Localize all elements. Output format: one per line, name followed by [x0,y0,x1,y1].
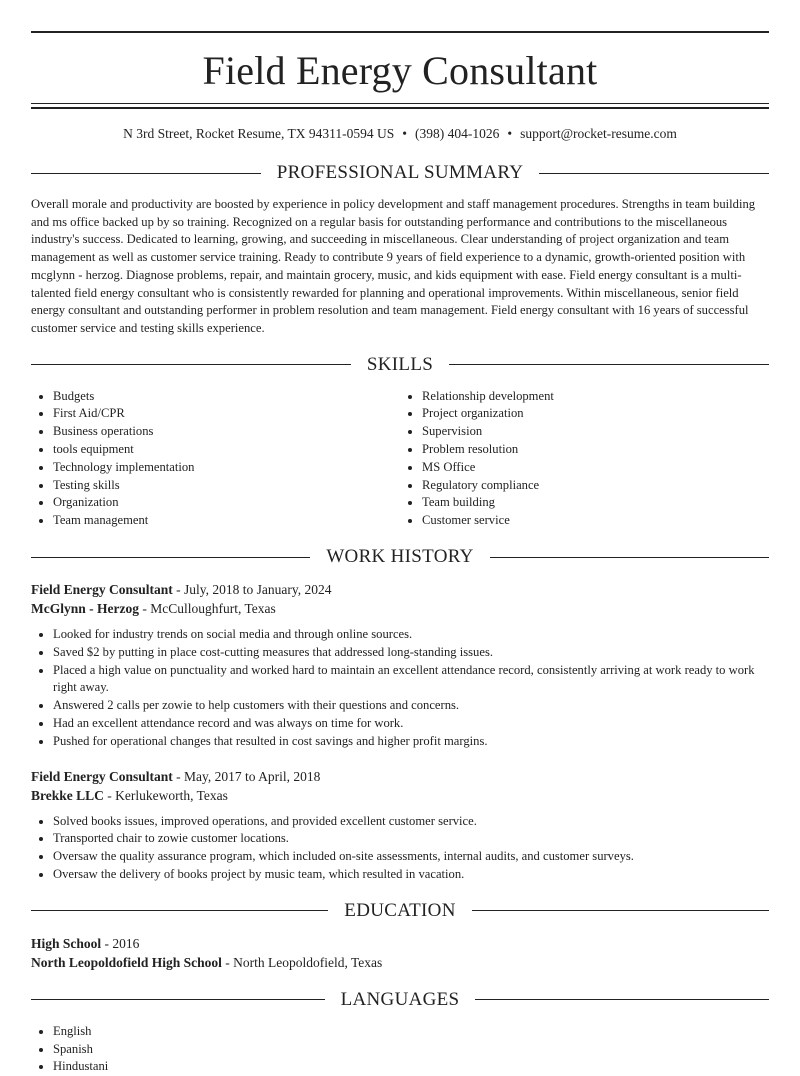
section-title-work: WORK HISTORY [326,546,474,567]
job-title: Field Energy Consultant [31,768,173,784]
job-bullet: • Transported chair to zowie customer locations. [53,830,769,848]
resume-page [31,31,769,1076]
job-bullet: • Saved $2 by putting in place cost-cutting measures that addressed long-standing issues. [53,644,769,662]
job-bullet: • Oversaw the quality assurance program, which included on-site assessments, internal audits, and customer surveys. [53,848,769,866]
education-entry [31,934,769,973]
skill-item: • Business operations [53,423,400,441]
contact-address: N 3rd Street, Rocket Resume, TX 94311-0594 US [123,126,395,141]
section-rule [31,173,261,174]
section-rule [490,557,769,558]
language-item: • English [53,1023,769,1041]
skills-columns [31,388,769,530]
job-entry [31,767,769,884]
job-location: - McCulloughfurt, Texas [138,601,276,616]
section-rule [31,999,325,1000]
job-heading [31,580,769,599]
job-company: Brekke LLC [31,787,104,803]
resume-title: Field Energy Consultant [202,48,598,93]
title-double-rule [31,103,769,109]
skill-item: • tools equipment [53,441,400,459]
education-degree: High School [31,935,102,951]
job-bullets [31,813,769,884]
section-title-education: EDUCATION [344,899,456,921]
section-header-education [31,898,769,924]
skill-item: • MS Office [422,459,769,477]
language-item: • Spanish [53,1041,769,1059]
education-degree-line [31,934,769,954]
contact-line [31,126,769,146]
job-bullets [31,626,769,751]
education-year: - 2016 [101,935,140,951]
skill-item: • Organization [53,494,400,512]
skill-item: • Customer service [422,512,769,530]
job-bullet: • Placed a high value on punctuality and worked hard to maintain an excellent attendance record, consistently arriving at work ready to work right away. [53,662,769,698]
summary-paragraph: Overall morale and productivity are boosted by experience in policy development and staff management procedures. Strengths in team building and ms office backed up by so training. Recognized on a regular basis for outstanding performance and contributions to the miscellaneous industry's success. Dedicated to learning, growing, and succeeding in miscellaneous. Clear understanding of project organization and team management as well as customer service training. Ready to contribute 9 years of field experience to a dynamic, growth-oriented position with mcglynn - herzog. Diagnose problems, repair, and maintain grocery, music, and kids equipment with ease. Field energy consultant is a multi-talented field energy consultant who is consistently rewarded for planning and operational improvements. Within miscellaneous, senior field energy consultant and outstanding performer in problem resolution and team management. Field energy consultant with 16 years of successful customer service and testing skills experience. [31,197,756,335]
skill-item: • First Aid/CPR [53,405,400,423]
section-rule [31,910,328,911]
skill-item: • Problem resolution [422,441,769,459]
section-header-skills [31,352,769,378]
section-rule [449,364,769,365]
job-dates: - July, 2018 to January, 2024 [172,582,332,597]
section-header-summary [31,160,769,186]
skills-list-right [400,388,769,530]
section-rule [475,999,769,1000]
contact-separator: • [402,126,407,141]
contact-separator: • [507,126,513,141]
job-bullet: • Oversaw the delivery of books project by music team, which resulted in vacation. [53,866,769,884]
languages-list [31,1023,769,1076]
job-company: McGlynn - Herzog [31,601,139,616]
education-school-line [31,953,769,973]
job-bullet: • Solved books issues, improved operations, and provided excellent customer service. [53,813,769,831]
section-rule [31,364,351,365]
skill-item: • Regulatory compliance [422,477,769,495]
job-employer [31,599,769,618]
section-rule [31,557,310,558]
section-header-languages [31,987,769,1013]
skill-item: • Technology implementation [53,459,400,477]
section-title-languages: LANGUAGES [340,988,460,1010]
section-title-summary: PROFESSIONAL SUMMARY [276,162,524,183]
education-school: North Leopoldofield High School [31,955,222,971]
skill-item: • Supervision [422,423,769,441]
skill-item: • Budgets [53,388,400,406]
job-title: Field Energy Consultant [31,582,173,597]
skill-item: • Team building [422,494,769,512]
job-bullet: • Pushed for operational changes that resulted in cost savings and higher profit margins. [53,733,769,751]
job-bullet: • Had an excellent attendance record and was always on time for work. [53,715,769,733]
job-employer [31,786,769,805]
skill-item: • Project organization [422,405,769,423]
contact-phone: (398) 404-1026 [414,126,500,141]
language-item: • Hindustani [53,1058,769,1076]
job-bullet: • Answered 2 calls per zowie to help customers with their questions and concerns. [53,697,769,715]
section-rule [472,910,769,911]
job-heading [31,767,769,786]
languages-block [31,1023,769,1076]
job-bullet: • Looked for industry trends on social media and through online sources. [53,626,769,644]
job-dates: - May, 2017 to April, 2018 [172,768,321,784]
education-location: - North Leopoldofield, Texas [221,955,383,971]
skill-item: • Relationship development [422,388,769,406]
skill-item: • Testing skills [53,477,400,495]
section-rule [539,173,769,174]
job-entry [31,580,769,751]
skills-list-left [31,388,400,530]
section-title-skills: SKILLS [366,353,434,375]
top-rule [31,31,769,33]
section-header-work [31,544,769,570]
job-location: - Kerlukeworth, Texas [103,787,228,803]
skill-item: • Team management [53,512,400,530]
contact-email: support@rocket-resume.com [520,126,677,141]
